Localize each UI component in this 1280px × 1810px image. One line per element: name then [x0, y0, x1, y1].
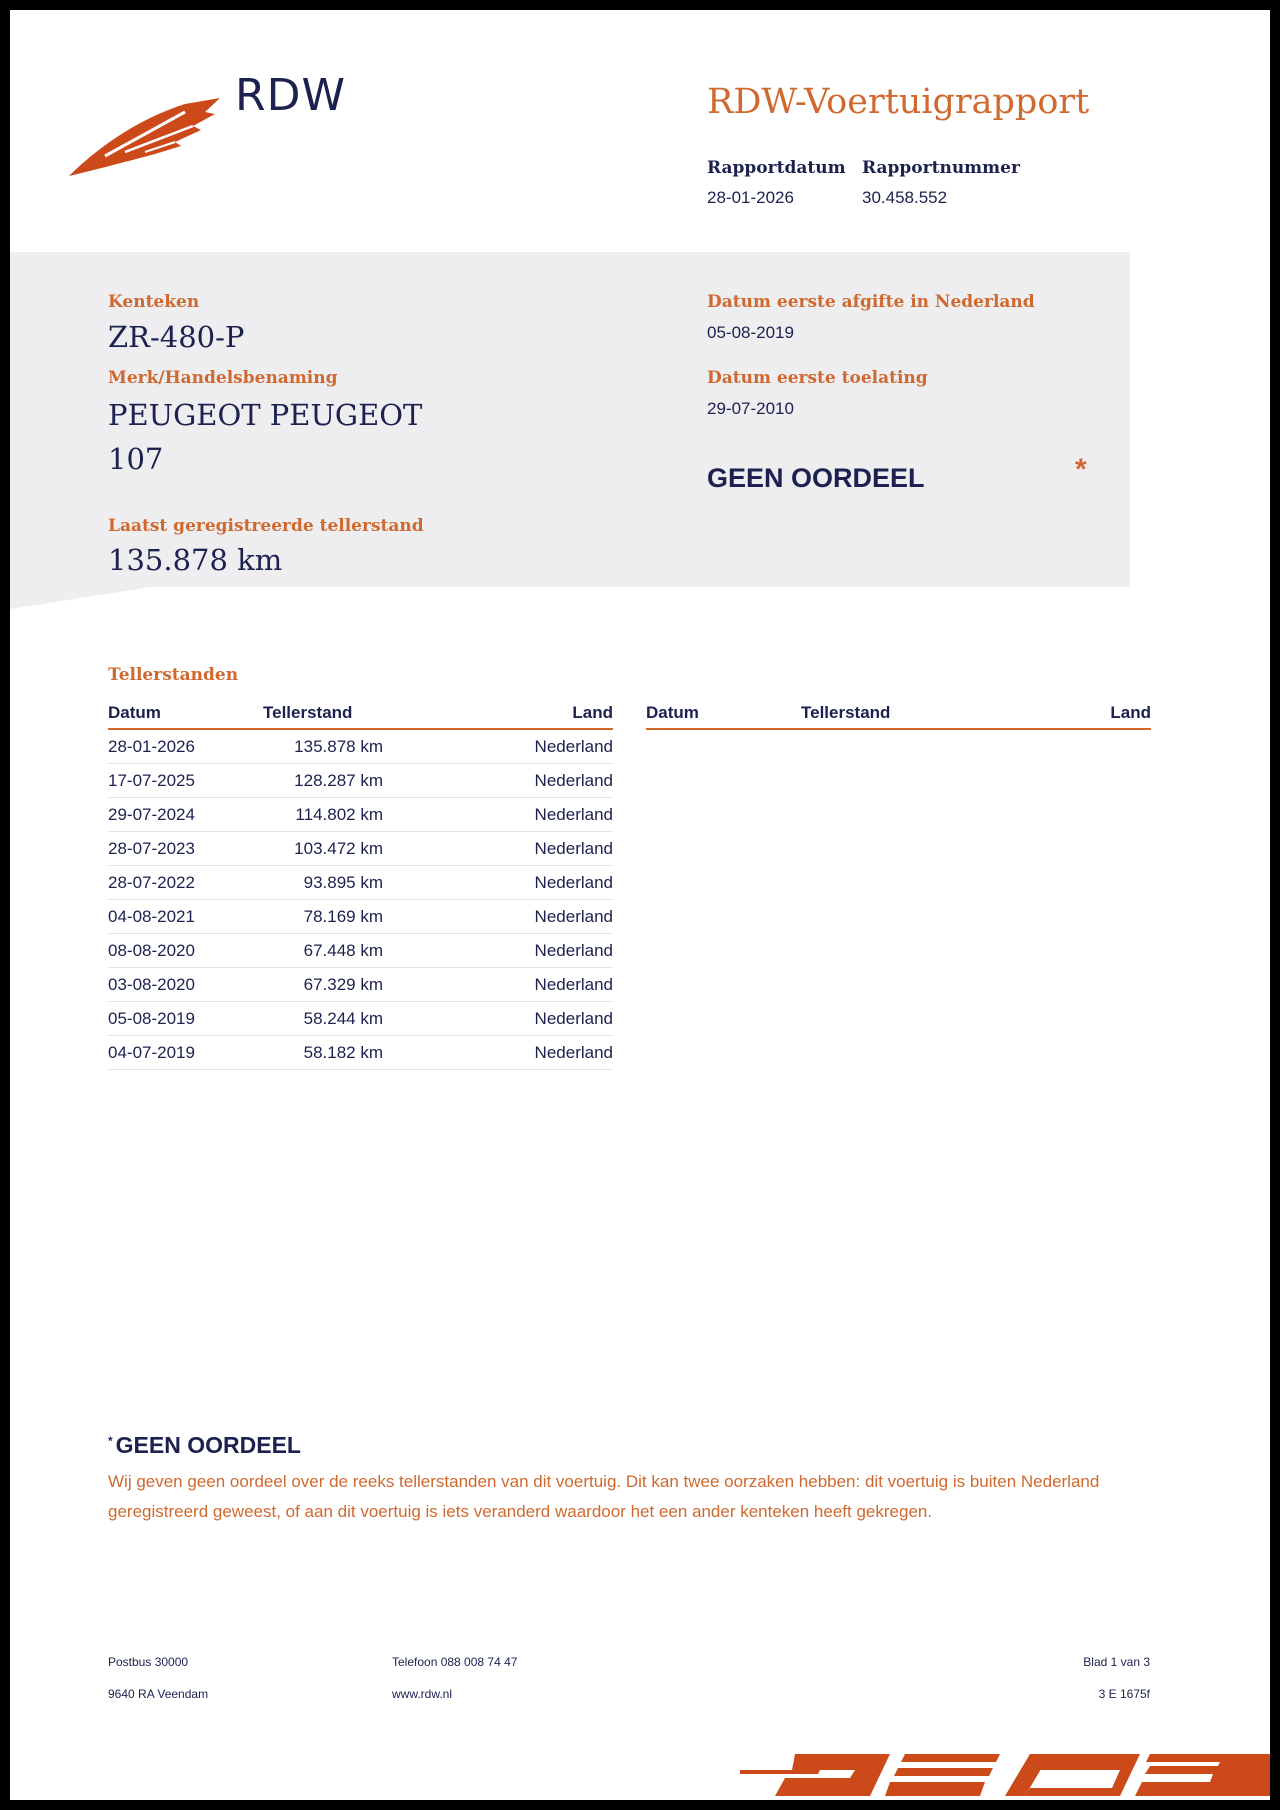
cell-land: Nederland	[383, 832, 613, 866]
cell-land: Nederland	[383, 1002, 613, 1036]
cell-datum: 29-07-2024	[108, 798, 263, 832]
cell-land: Nederland	[383, 968, 613, 1002]
cell-land: Nederland	[383, 934, 613, 968]
footnote-text: Wij geven geen oordeel over de reeks tellerstanden van dit voertuig. Dit kan twee oorzaken hebben: dit voertuig is buiten Nederland geregistreerd geweest, of aan dit voertuig is iets veranderd waardoor het een ander kenteken heeft gekregen.	[108, 1472, 1100, 1521]
cell-land: Nederland	[383, 866, 613, 900]
footnote-marker: *	[108, 1434, 113, 1448]
cell-datum: 28-07-2022	[108, 866, 263, 900]
cell-land: Nederland	[383, 764, 613, 798]
verdict-text: GEEN OORDEEL	[707, 463, 925, 493]
table-row	[108, 968, 613, 1002]
summary-panel-tab	[10, 587, 150, 609]
table-row	[108, 832, 613, 866]
table-row	[108, 934, 613, 968]
readings-table-left	[108, 702, 613, 1070]
table-row	[108, 798, 613, 832]
table-header-row	[108, 702, 613, 729]
cell-datum: 05-08-2019	[108, 1002, 263, 1036]
cell-datum: 17-07-2025	[108, 764, 263, 798]
merk-value-line2: 107	[108, 442, 164, 476]
kenteken-label: Kenteken	[108, 292, 200, 312]
cell-tellerstand: 58.244 km	[263, 1002, 383, 1036]
cell-tellerstand: 103.472 km	[263, 832, 383, 866]
readings-body	[108, 729, 613, 1070]
cell-land: Nederland	[383, 900, 613, 934]
afgifte-value: 05-08-2019	[707, 323, 794, 342]
table-row	[108, 764, 613, 798]
toelating-label: Datum eerste toelating	[707, 368, 928, 388]
report-page	[10, 10, 1270, 1800]
cell-datum: 08-08-2020	[108, 934, 263, 968]
table-row	[108, 1036, 613, 1070]
cell-tellerstand: 67.448 km	[263, 934, 383, 968]
decorative-stripes-icon	[740, 1748, 1270, 1800]
table-row	[108, 900, 613, 934]
afgifte-label: Datum eerste afgifte in Nederland	[707, 292, 1035, 312]
cell-datum: 28-07-2023	[108, 832, 263, 866]
merk-value-line1: PEUGEOT PEUGEOT	[108, 398, 423, 432]
kenteken-value: ZR-480-P	[108, 320, 245, 354]
cell-tellerstand: 135.878 km	[263, 729, 383, 764]
toelating-value: 29-07-2010	[707, 399, 794, 418]
merk-label: Merk/Handelsbenaming	[108, 368, 338, 388]
cell-tellerstand: 78.169 km	[263, 900, 383, 934]
cell-tellerstand: 58.182 km	[263, 1036, 383, 1070]
col-header-land: Land	[383, 702, 613, 729]
rapportnummer-value: 30.458.552	[862, 188, 948, 207]
col-header-tellerstand: Tellerstand	[801, 702, 921, 729]
rapportnummer-label: Rapportnummer	[862, 158, 1020, 178]
cell-tellerstand: 128.287 km	[263, 764, 383, 798]
footer-page-number: Blad 1 van 3	[1083, 1655, 1150, 1669]
tellerstand-value: 135.878 km	[108, 543, 283, 577]
footer-website[interactable]: www.rdw.nl	[392, 1687, 453, 1701]
cell-datum: 03-08-2020	[108, 968, 263, 1002]
cell-land: Nederland	[383, 798, 613, 832]
rapportdatum-label: Rapportdatum	[707, 158, 846, 178]
rapportdatum-value: 28-01-2026	[707, 188, 794, 207]
cell-tellerstand: 114.802 km	[263, 798, 383, 832]
footnote-title-text: GEEN OORDEEL	[115, 1432, 301, 1458]
cell-land: Nederland	[383, 1036, 613, 1070]
table-row	[108, 729, 613, 764]
tellerstanden-title: Tellerstanden	[108, 665, 239, 685]
tellerstand-label: Laatst geregistreerde tellerstand	[108, 516, 424, 536]
verdict-asterisk: *	[1075, 453, 1087, 486]
cell-datum: 04-08-2021	[108, 900, 263, 934]
footer-address-line1: Postbus 30000	[108, 1655, 189, 1669]
rdw-leaf-logo-icon	[65, 90, 225, 180]
table-row	[108, 866, 613, 900]
col-header-land: Land	[921, 702, 1151, 729]
footer-address-line2: 9640 RA Veendam	[108, 1687, 209, 1701]
table-header-row	[646, 702, 1151, 729]
footer-phone: Telefoon 088 008 74 47	[392, 1655, 518, 1669]
logo-text: RDW	[235, 70, 346, 121]
cell-land: Nederland	[383, 729, 613, 764]
readings-table-right	[646, 702, 1151, 730]
col-header-datum: Datum	[646, 702, 801, 729]
cell-datum: 28-01-2026	[108, 729, 263, 764]
cell-datum: 04-07-2019	[108, 1036, 263, 1070]
report-title: RDW-Voertuigrapport	[707, 82, 1090, 122]
cell-tellerstand: 67.329 km	[263, 968, 383, 1002]
table-row	[108, 1002, 613, 1036]
col-header-datum: Datum	[108, 702, 263, 729]
footnote-title	[108, 1432, 301, 1459]
col-header-tellerstand: Tellerstand	[263, 702, 383, 729]
footer-code: 3 E 1675f	[1098, 1687, 1150, 1701]
cell-tellerstand: 93.895 km	[263, 866, 383, 900]
